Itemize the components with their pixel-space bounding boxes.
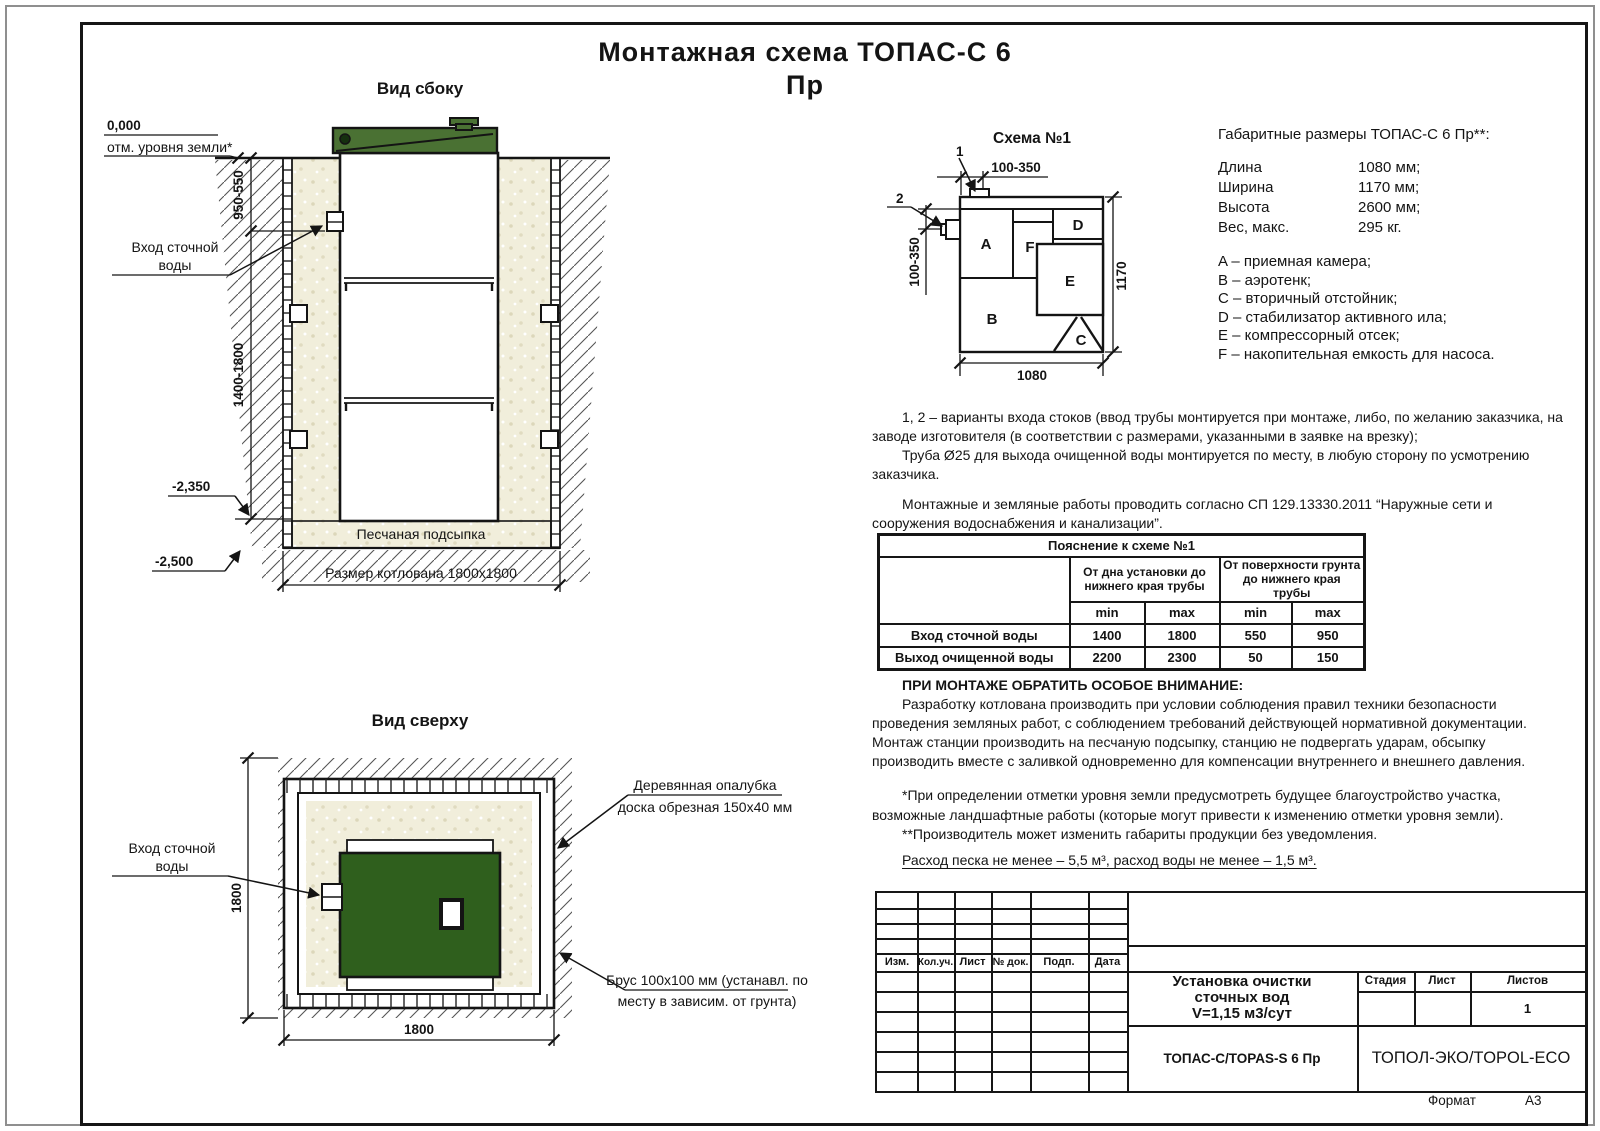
side-view-title: Вид сбоку: [376, 79, 464, 98]
legend-item: F – накопительная емкость для насоса.: [1218, 345, 1495, 363]
cell: 50: [1220, 647, 1292, 670]
note-sp-standard: Монтажные и земляные работы проводить согласно СП 129.13330.2011 “Наружные сети и сооружения водоснабжения и канализации”.: [872, 496, 1493, 531]
spec-label: Длина: [1218, 159, 1262, 176]
footnotes-block: [872, 786, 1564, 845]
spec-value: 2600 мм;: [1358, 199, 1421, 216]
top-vent: [441, 900, 462, 928]
tb-col-data: Дата: [1094, 956, 1121, 968]
ground-level-label: отм. уровня земли*: [107, 139, 233, 155]
specs-block: [1218, 126, 1563, 365]
comp-e: E: [1064, 273, 1076, 290]
callout-1: 1: [956, 144, 964, 159]
tb-sheets-label: Листов: [1506, 975, 1549, 987]
spec-row: [1218, 179, 1563, 199]
spec-row: [1218, 159, 1563, 179]
cell: 1800: [1145, 624, 1220, 647]
formwork-label-1: Деревянная опалубка: [633, 777, 777, 793]
top-dim-bottom: 1800: [403, 1022, 435, 1037]
col-max: max: [1145, 602, 1220, 624]
schema-dim-top: 100-350: [991, 160, 1041, 175]
schema-body: [941, 189, 1103, 352]
table-row: [879, 624, 1365, 647]
legend-item: E – компрессорный отсек;: [1218, 327, 1400, 345]
row-label: Вход сточной воды: [879, 624, 1070, 647]
top-view-title: Вид сверху: [371, 711, 469, 730]
tb-col-list: Лист: [959, 956, 986, 968]
lid-hinge: [340, 134, 350, 144]
compartment-legend: [1218, 253, 1563, 365]
dim-1400-1800: 1400-1800: [231, 342, 246, 408]
spec-value: 1080 мм;: [1358, 159, 1421, 176]
comp-a: A: [980, 236, 992, 253]
notes-block: [872, 408, 1564, 533]
row-label: Выход очищенной воды: [879, 647, 1070, 670]
spec-label: Вес, макс.: [1218, 219, 1290, 236]
tb-doc-title: Установка очистки сточных вод V=1,15 м3/сут: [1172, 973, 1312, 1022]
cell: 2200: [1070, 647, 1145, 670]
cell: 1400: [1070, 624, 1145, 647]
tb-stage-label: Стадия: [1364, 975, 1407, 987]
inlet-label-1: Вход сточной: [131, 239, 219, 255]
legend-item: A – приемная камера;: [1218, 253, 1372, 270]
spec-label: Высота: [1218, 199, 1270, 216]
note-variants-2: Труба Ø25 для выхода очищенной воды монтируется по месту, в любую сторону по усмотрению заказчика.: [872, 447, 1530, 482]
drawing-title-line1: Монтажная схема ТОПАС-С 6: [598, 37, 1012, 67]
schema-dim-right: 1170: [1114, 261, 1129, 291]
cell: 2300: [1145, 647, 1220, 670]
tb-sheets-value: 1: [1523, 1000, 1532, 1016]
formwork-label-2: доска обрезная 150x40 мм: [617, 799, 793, 815]
tank-lid: [333, 118, 497, 153]
spec-value: 295 кг.: [1358, 219, 1402, 236]
schema-inlet-stub-2: [946, 220, 960, 239]
attention-body: Разработку котлована производить при условии соблюдения правил техники безопасности проведения земляных работ, с соблюдением требований действующей нормативной документации. Монтаж станции производить на песчаную подсыпку, станцию не подвергать ударам, обсыпку производить вместе с заливкой одновременно для компенсации внутреннего и внешнего давления.: [872, 696, 1527, 769]
schema-dim-bottom: 1080: [1016, 368, 1048, 383]
schema-title: Схема №1: [993, 130, 1071, 147]
tb-company: ТОПОЛ-ЭКО/TOPOL-ECO: [1371, 1048, 1571, 1067]
callout-2: 2: [896, 191, 904, 206]
side-view-drawing: [80, 75, 650, 605]
top-inlet-label-1: Вход сточной: [128, 840, 216, 856]
cell: 150: [1292, 647, 1365, 670]
attention-block: [872, 676, 1562, 771]
footnote-2: **Производитель может изменить габариты продукции без уведомления.: [902, 826, 1378, 842]
tb-col-podp: Подп.: [1043, 956, 1075, 968]
format-value: А3: [1525, 1093, 1542, 1108]
note-variants-1: 1, 2 – варианты входа стоков (ввод трубы монтируется при монтаже, либо, по желанию заказчика, на заводе изготовителя (в соответствии с размерами, указанными в заявке на врезку);: [872, 409, 1563, 444]
drawing-title-line2: Пр: [786, 70, 824, 100]
tb-col-koluch: Кол.уч.: [917, 956, 954, 968]
mark-2500: -2,500: [155, 554, 194, 569]
tb-sheet-label: Лист: [1428, 975, 1456, 987]
legend-item: B – аэротенк;: [1218, 271, 1312, 289]
spec-label: Ширина: [1218, 179, 1274, 196]
table-corner-cell: [879, 557, 1070, 624]
inlet-label-2: воды: [158, 257, 192, 273]
comp-c: C: [1075, 332, 1087, 349]
cell: 550: [1220, 624, 1292, 647]
pit-size-label: Размер котлована 1800x1800: [325, 565, 517, 581]
sand-label: Песчаная подсыпка: [356, 526, 486, 542]
table-group-2: От поверхности грунта до нижнего края трубы: [1220, 557, 1365, 602]
beam-label-1: Брус 100x100 мм (устанавл. по: [606, 972, 808, 988]
comp-f: F: [1025, 239, 1035, 256]
title-block: [875, 891, 1587, 1093]
attention-title: ПРИ МОНТАЖЕ ОБРАТИТЬ ОСОБОЕ ВНИМАНИЕ:: [902, 677, 1244, 693]
table-title: Пояснение к схеме №1: [879, 535, 1365, 557]
consumption-note: Расход песка не менее – 5,5 м³, расход воды не менее – 1,5 м³.: [902, 852, 1317, 868]
col-max: max: [1292, 602, 1365, 624]
beam-label-2: месту в зависим. от грунта): [617, 993, 797, 1009]
tb-col-ndok: № док.: [992, 956, 1029, 968]
top-view-drawing: [90, 705, 830, 1060]
specs-title: Габаритные размеры ТОПАС-С 6 Пр**:: [1218, 126, 1490, 143]
table-group-1: От дна установки до нижнего края трубы: [1070, 557, 1220, 602]
spec-value: 1170 мм;: [1358, 179, 1420, 196]
table-row: [879, 647, 1365, 670]
col-min: min: [1070, 602, 1145, 624]
drawing-title: [590, 36, 1020, 102]
zero-mark: 0,000: [107, 118, 141, 133]
mark-2350: -2,350: [172, 479, 211, 494]
comp-b: B: [986, 311, 998, 328]
schema-1-drawing: [860, 125, 1190, 395]
comp-d: D: [1072, 217, 1084, 234]
spec-row: [1218, 199, 1563, 219]
schema-dim-left: 100-350: [907, 237, 922, 287]
format-label: Формат: [1428, 1093, 1476, 1108]
schema-explanation-table: [877, 533, 1366, 671]
spec-row: [1218, 219, 1563, 239]
legend-item: C – вторичный отстойник;: [1218, 290, 1398, 308]
footnote-1: *При определении отметки уровня земли предусмотреть будущее благоустройство участка, возможные ландшафтные работы (которые могут привести к изменению отметки уровня земли).: [872, 787, 1504, 823]
cell: 950: [1292, 624, 1365, 647]
top-dim-left: 1800: [229, 882, 244, 914]
col-min: min: [1220, 602, 1292, 624]
top-inlet-label-2: воды: [155, 858, 189, 874]
tb-model: ТОПАС-С/TOPAS-S 6 Пр: [1163, 1050, 1321, 1066]
dim-950-550: 950-550: [231, 170, 246, 220]
station-top: [322, 840, 500, 990]
tb-col-izm: Изм.: [884, 956, 910, 968]
schema-inlet-stub-1: [970, 189, 989, 197]
legend-item: D – стабилизатор активного ила;: [1218, 308, 1447, 326]
